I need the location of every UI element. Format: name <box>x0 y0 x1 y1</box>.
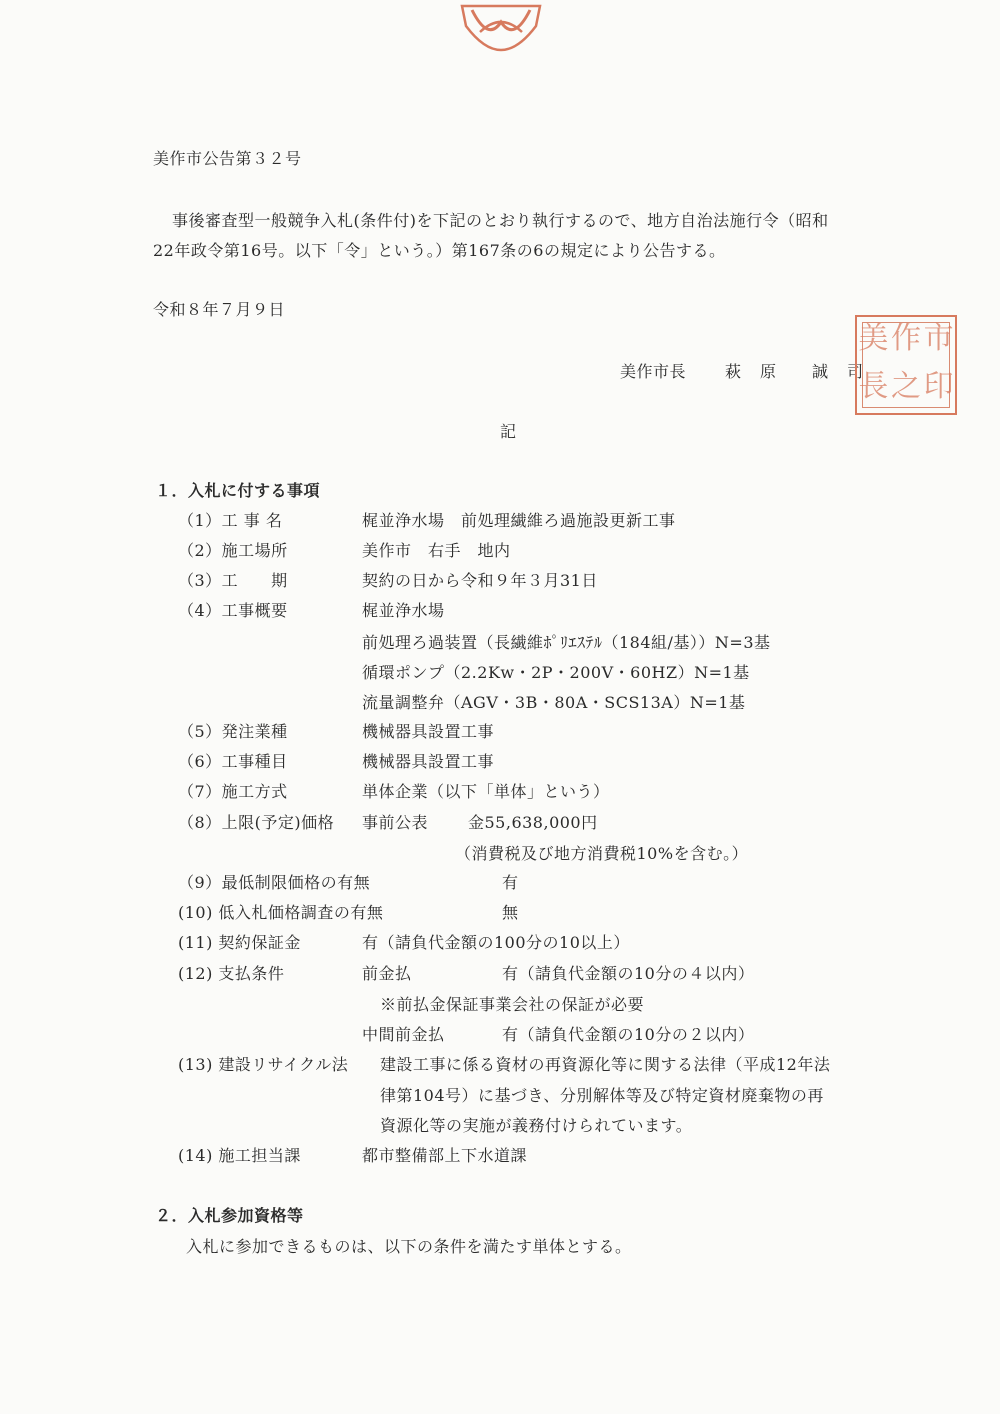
item-8-note: （消費税及び地方消費税10%を含む。） <box>455 844 749 863</box>
item-4-value-4: 流量調整弁（AGV・3B・80A・SCS13A）N=1基 <box>362 693 746 712</box>
issue-date: 令和８年７月９日 <box>153 300 286 319</box>
item-5-label: （5）発注業種 <box>178 722 288 741</box>
item-4-value-2: 前処理ろ過装置（長繊維ﾎﾟﾘｴｽﾃﾙ（184組/基））N=3基 <box>362 633 771 652</box>
preamble-line-1: 事後審査型一般競争入札(条件付)を下記のとおり執行するので、地方自治法施行令（昭和 <box>172 211 829 230</box>
item-12-label: (12) 支払条件 <box>178 964 285 983</box>
item-3-label: （3）工 期 <box>178 571 288 590</box>
item-12-value-1: 有（請負代金額の10分の４以内） <box>502 964 755 983</box>
item-12-note: ※前払金保証事業会社の保証が必要 <box>380 995 645 1014</box>
item-8-sub: 事前公表 <box>362 813 429 832</box>
signatory-name-2: 原 <box>760 362 777 381</box>
signatory-title: 美作市長 <box>620 362 687 381</box>
signatory-name-1: 萩 <box>725 362 742 381</box>
item-12-sub-2: 中間前金払 <box>362 1025 445 1044</box>
seal-glyphs <box>857 317 955 413</box>
item-12-sub-1: 前金払 <box>362 964 412 983</box>
item-4-label: （4）工事概要 <box>178 601 288 620</box>
item-8-label: （8）上限(予定)価格 <box>178 813 335 832</box>
item-12-value-2: 有（請負代金額の10分の２以内） <box>502 1025 755 1044</box>
ki-marker: 記 <box>500 422 517 441</box>
item-9-value: 有 <box>502 873 519 892</box>
item-2-value: 美作市 右手 地内 <box>362 541 511 560</box>
item-8-value: 金55,638,000円 <box>468 813 598 832</box>
item-7-label: （7）施工方式 <box>178 782 288 801</box>
seal-glyph: 印 <box>923 369 954 404</box>
item-13-value-1: 建設工事に係る資材の再資源化等に関する法律（平成12年法 <box>380 1055 831 1074</box>
item-14-label: (14) 施工担当課 <box>178 1146 301 1165</box>
item-6-value: 機械器具設置工事 <box>362 752 495 771</box>
official-seal-icon <box>855 315 957 415</box>
top-emblem-icon <box>458 2 544 52</box>
item-14-value: 都市整備部上下水道課 <box>362 1146 528 1165</box>
notice-number: 美作市公告第３２号 <box>153 149 302 168</box>
seal-glyph: 市 <box>923 321 954 356</box>
item-4-value-3: 循環ポンプ（2.2Kw・2P・200V・60HZ）N=1基 <box>362 663 750 682</box>
item-10-value: 無 <box>502 903 519 922</box>
seal-glyph: 之 <box>890 369 921 404</box>
seal-glyph: 美 <box>858 321 889 356</box>
item-13-value-3: 資源化等の実施が義務付けられています。 <box>380 1116 693 1135</box>
seal-glyph: 長 <box>858 369 889 404</box>
item-7-value: 単体企業（以下「単体」という） <box>362 782 610 801</box>
item-9-label: （9）最低制限価格の有無 <box>178 873 371 892</box>
item-2-label: （2）施工場所 <box>178 541 288 560</box>
section-1-heading: １．入札に付する事項 <box>155 481 321 500</box>
item-3-value: 契約の日から令和９年３月31日 <box>362 571 598 590</box>
preamble-line-2: 22年政令第16号。以下「令」という。）第167条の6の規定により公告する。 <box>153 241 726 260</box>
signatory-name-4: 司 <box>847 362 864 381</box>
signatory-name-3: 誠 <box>812 362 829 381</box>
item-11-value: 有（請負代金額の100分の10以上） <box>362 933 630 952</box>
item-5-value: 機械器具設置工事 <box>362 722 495 741</box>
item-13-value-2: 律第104号）に基づき、分別解体等及び特定資材廃棄物の再 <box>380 1086 824 1105</box>
seal-glyph: 作 <box>890 321 921 356</box>
section-2-heading: ２．入札参加資格等 <box>155 1206 304 1225</box>
item-13-label: (13) 建設リサイクル法 <box>178 1055 349 1074</box>
item-4-value-1: 梶並浄水場 <box>362 601 445 620</box>
item-1-label: （1）工 事 名 <box>178 511 283 530</box>
item-10-label: (10) 低入札価格調査の有無 <box>178 903 384 922</box>
item-6-label: （6）工事種目 <box>178 752 288 771</box>
item-1-value: 梶並浄水場 前処理繊維ろ過施設更新工事 <box>362 511 676 530</box>
section-2-text: 入札に参加できるものは、以下の条件を満たす単体とする。 <box>186 1237 632 1256</box>
item-11-label: (11) 契約保証金 <box>178 933 301 952</box>
